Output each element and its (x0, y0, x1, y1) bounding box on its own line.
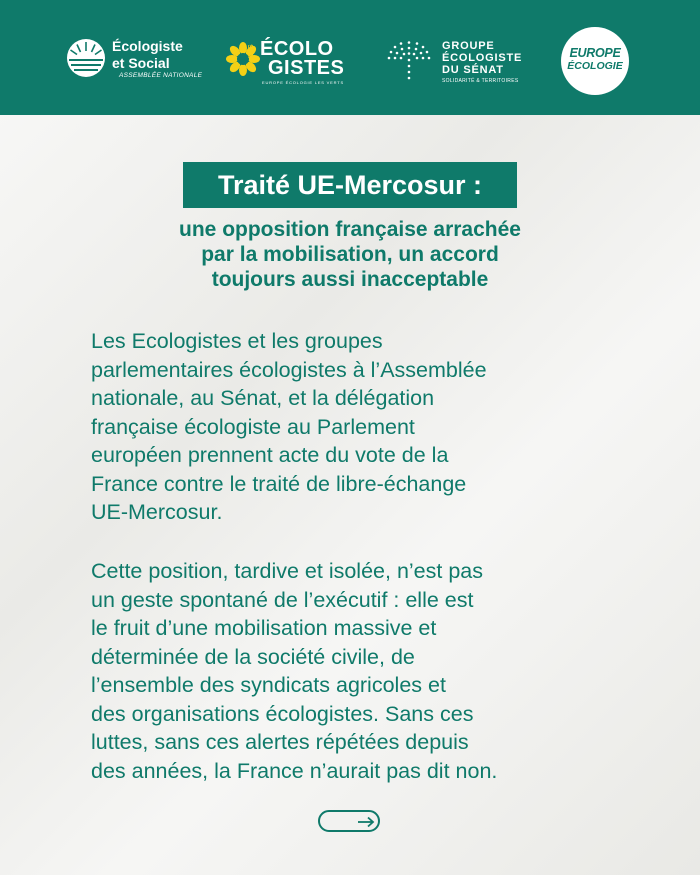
logo-word1: ÉCOLO (260, 38, 334, 60)
paragraph-line: parlementaires écologistes à l’Assemblée (91, 357, 487, 382)
logo-line4: SOLIDARITÉ & TERRITOIRES (442, 78, 519, 84)
logo-text-line3: ASSEMBLÉE NATIONALE (119, 72, 203, 79)
logo-banner (0, 0, 700, 115)
subtitle-line: une opposition française arrachée (179, 218, 521, 241)
paragraph-line: France contre le traité de libre-échange (91, 471, 467, 496)
paragraph-line: le fruit d’une mobilisation massive et (91, 616, 437, 640)
logo-line1: GROUPE (442, 40, 495, 52)
paragraph-line: Cette position, tardive et isolée, n’est pas (91, 559, 483, 583)
paragraph-line: un geste spontané de l’exécutif : elle est (91, 587, 474, 612)
logo-europe-ecologie (561, 27, 629, 95)
paragraph-line: des années, la France n’aurait pas dit non. (91, 758, 498, 783)
paragraph-line: UE-Mercosur. (91, 500, 223, 524)
logo-text-line2: et Social (112, 55, 170, 71)
paragraph-line: nationale, au Sénat, et la délégation (91, 386, 435, 410)
paragraph-line: européen prennent acte du vote de la (91, 443, 449, 467)
paragraph-line: des organisations écologistes. Sans ces (91, 701, 474, 726)
logo-text-line1: Écologiste (112, 38, 183, 54)
paragraph-line: luttes, sans ces alertes répétées depuis (91, 730, 469, 754)
paragraph-line: l’ensemble des syndicats agricoles et (91, 673, 446, 697)
subtitle (90, 217, 610, 292)
paragraph-1 (91, 327, 631, 527)
logo-prefix: LES (248, 44, 255, 58)
arrow-right-icon (357, 816, 375, 828)
paragraph-line: Les Ecologistes et les groupes (91, 329, 383, 353)
logo-les-ecologistes (226, 40, 346, 86)
logo-line2: ÉCOLOGISTE (442, 52, 523, 64)
subtitle-line: par la mobilisation, un accord (201, 243, 499, 266)
subtitle-line: toujours aussi inacceptable (211, 268, 489, 291)
page-title: Traité UE-Mercosur : (217, 170, 483, 200)
next-slide-button[interactable] (318, 810, 380, 832)
paragraph-line: française écologiste au Parlement (91, 414, 415, 439)
logo-line2: ÉCOLOGIE (567, 60, 623, 72)
sunrise-icon (66, 38, 106, 78)
logo-groupe-senat (386, 40, 526, 90)
paragraph-line: déterminée de la société civile, de (91, 644, 415, 669)
logo-line3: DU SÉNAT (442, 64, 504, 76)
hemicycle-icon (386, 40, 432, 86)
logo-ecologiste-social (66, 38, 201, 82)
logo-line1: EUROPE (569, 46, 621, 60)
logo-tagline: EUROPE ÉCOLOGIE LES VERTS (262, 80, 344, 85)
paragraph-2 (91, 557, 631, 785)
title-banner (183, 162, 517, 208)
logo-word2: GISTES (268, 57, 345, 79)
